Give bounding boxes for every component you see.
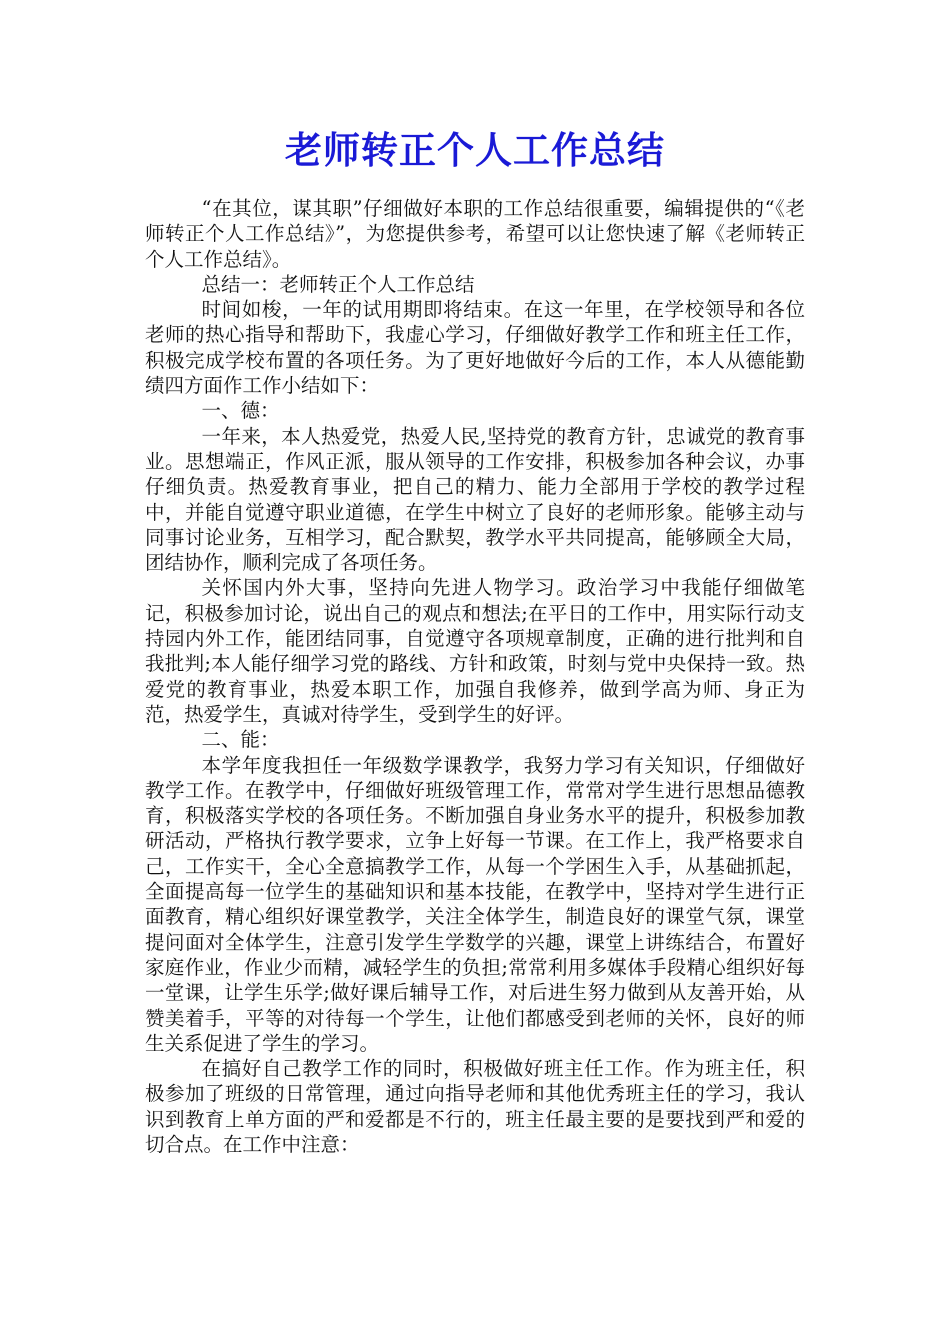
document-body: [145, 196, 805, 1157]
section-heading-virtue: 一、德：: [201, 399, 280, 423]
paragraph-intro: “在其位，谋其职”仔细做好本职的工作总结很重要，编辑提供的“《老师转正个人工作总结》”，为您提供参考，希望可以让您快速了解《老师转正个人工作总结》。: [145, 197, 805, 271]
section-heading-ability: 二、能：: [201, 728, 280, 752]
paragraph-opening: 时间如梭，一年的试用期即将结束。在这一年里，在学校领导和各位老师的热心指导和帮助下，我虚心学习，仔细做好教学工作和班主任工作，积极完成学校布置的各项任务。为了更好地做好今后的工作，本人从德能勤绩四方面作工作小结如下：: [145, 298, 805, 398]
paragraph-virtue-2: 关怀国内外大事，坚持向先进人物学习。政治学习中我能仔细做笔记，积极参加讨论，说出自己的观点和想法;在平日的工作中，用实际行动支持园内外工作，能团结同事，自觉遵守各项规章制度，正确的进行批判和自我批判;本人能仔细学习党的路线、方针和政策，时刻与党中央保持一致。热爱党的教育事业，热爱本职工作，加强自我修养，做到学高为师、身正为范，热爱学生，真诚对待学生，受到学生的好评。: [145, 576, 805, 726]
paragraph-virtue-1: 一年来，本人热爱党，热爱人民,坚持党的教育方针，忠诚党的教育事业。思想端正，作风正派，服从领导的工作安排，积极参加各种会议，办事仔细负责。热爱教育事业，把自己的精力、能力全部用于学校的教学过程中，并能自觉遵守职业道德，在学生中树立了良好的老师形象。能够主动与同事讨论业务，互相学习，配合默契，教学水平共同提高，能够顾全大局，团结协作，顺利完成了各项任务。: [145, 424, 805, 575]
paragraph-summary-heading: 总结一：老师转正个人工作总结: [201, 272, 475, 296]
document-title: 老师转正个人工作总结: [285, 128, 665, 172]
paragraph-ability-2: 在搞好自己教学工作的同时，积极做好班主任工作。作为班主任，积极参加了班级的日常管理，通过向指导老师和其他优秀班主任的学习，我认识到教育上单方面的严和爱都是不行的，班主任最主要的是要找到严和爱的切合点。在工作中注意：: [145, 1057, 805, 1156]
paragraph-ability-1: 本学年度我担任一年级数学课教学，我努力学习有关知识，仔细做好教学工作。在教学中，仔细做好班级管理工作，常常对学生进行思想品德教育，积极落实学校的各项任务。不断加强自身业务水平的提升，积极参加教研活动，严格执行教学要求，立争上好每一节课。在工作上，我严格要求自己，工作实干，全心全意搞教学工作，从每一个学困生入手，从基础抓起，全面提高每一位学生的基础知识和基本技能，在教学中，坚持对学生进行正面教育，精心组织好课堂教学，关注全体学生，制造良好的课堂气氛，课堂提问面对全体学生，注意引发学生学数学的兴趣，课堂上讲练结合，布置好家庭作业，作业少而精，减轻学生的负担;常常利用多媒体手段精心组织好每一堂课，让学生乐学;做好课后辅导工作，对后进生努力做到从友善开始，从赞美着手，平等的对待每一个学生，让他们都感受到老师的关怀，良好的师生关系促进了学生的学习。: [145, 753, 805, 1055]
